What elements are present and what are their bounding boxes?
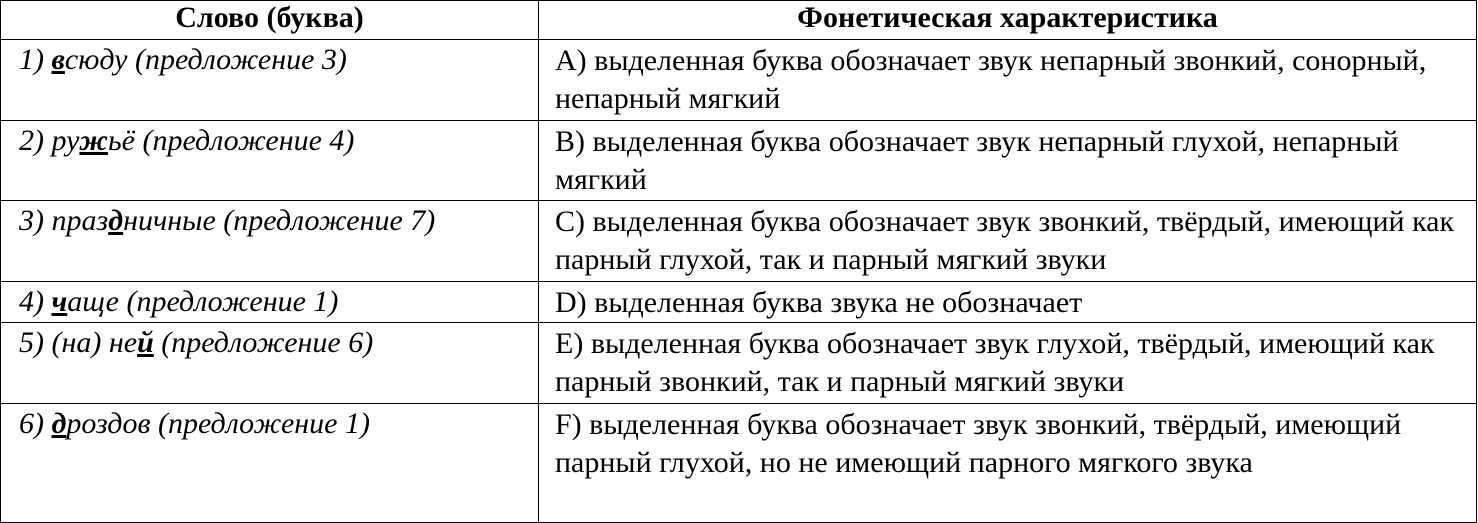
highlighted-letter: д — [51, 407, 67, 440]
word-suffix: ничные (предложение 7) — [123, 204, 436, 237]
description-cell: D) выделенная буква звука не обозначает — [539, 282, 1477, 323]
description-cell: С) выделенная буква обозначает звук звонкий, твёрдый, имеющий как парный глухой, так и парный мягкий звуки — [539, 201, 1477, 282]
highlighted-letter: в — [51, 43, 65, 76]
word-suffix: (предложение 6) — [153, 326, 374, 359]
table-row — [1, 121, 1477, 201]
table-row — [1, 282, 1477, 323]
word-prefix: 2) ру — [19, 124, 80, 157]
word-prefix: 5) (на) не — [19, 326, 138, 359]
highlighted-letter: й — [137, 326, 154, 359]
highlighted-letter: ч — [51, 285, 68, 318]
word-suffix: ьё (предложение 4) — [108, 124, 355, 157]
word-cell — [1, 201, 539, 282]
table-row — [1, 404, 1477, 523]
word-prefix: 6) — [19, 407, 52, 440]
word-prefix: 1) — [19, 43, 52, 76]
highlighted-letter: д — [108, 204, 124, 237]
highlighted-letter: ж — [79, 124, 108, 157]
description-cell: А) выделенная буква обозначает звук непарный звонкий, сонорный, непарный мягкий — [539, 40, 1477, 121]
header-characteristic: Фонетическая характеристика — [539, 1, 1477, 40]
word-cell — [1, 121, 539, 201]
word-suffix: сюду (предложение 3) — [64, 43, 347, 76]
header-word: Слово (буква) — [1, 1, 539, 40]
word-prefix: 3) праз — [19, 204, 109, 237]
word-suffix: роздов (предложение 1) — [66, 407, 370, 440]
word-prefix: 4) — [19, 285, 52, 318]
description-cell: Е) выделенная буква обозначает звук глухой, твёрдый, имеющий как парный звонкий, так и парный мягкий звуки — [539, 323, 1477, 404]
header-row — [1, 1, 1477, 40]
word-cell — [1, 282, 539, 323]
table-row — [1, 201, 1477, 282]
word-cell — [1, 40, 539, 121]
word-cell — [1, 404, 539, 523]
description-cell: F) выделенная буква обозначает звук звонкий, твёрдый, имеющий парный глухой, но не имеющий парного мягкого звука — [539, 404, 1477, 523]
word-cell — [1, 323, 539, 404]
table-row — [1, 323, 1477, 404]
word-suffix: аще (предложение 1) — [67, 285, 339, 318]
description-cell: В) выделенная буква обозначает звук непарный глухой, непарный мягкий — [539, 121, 1477, 201]
table-row — [1, 40, 1477, 121]
